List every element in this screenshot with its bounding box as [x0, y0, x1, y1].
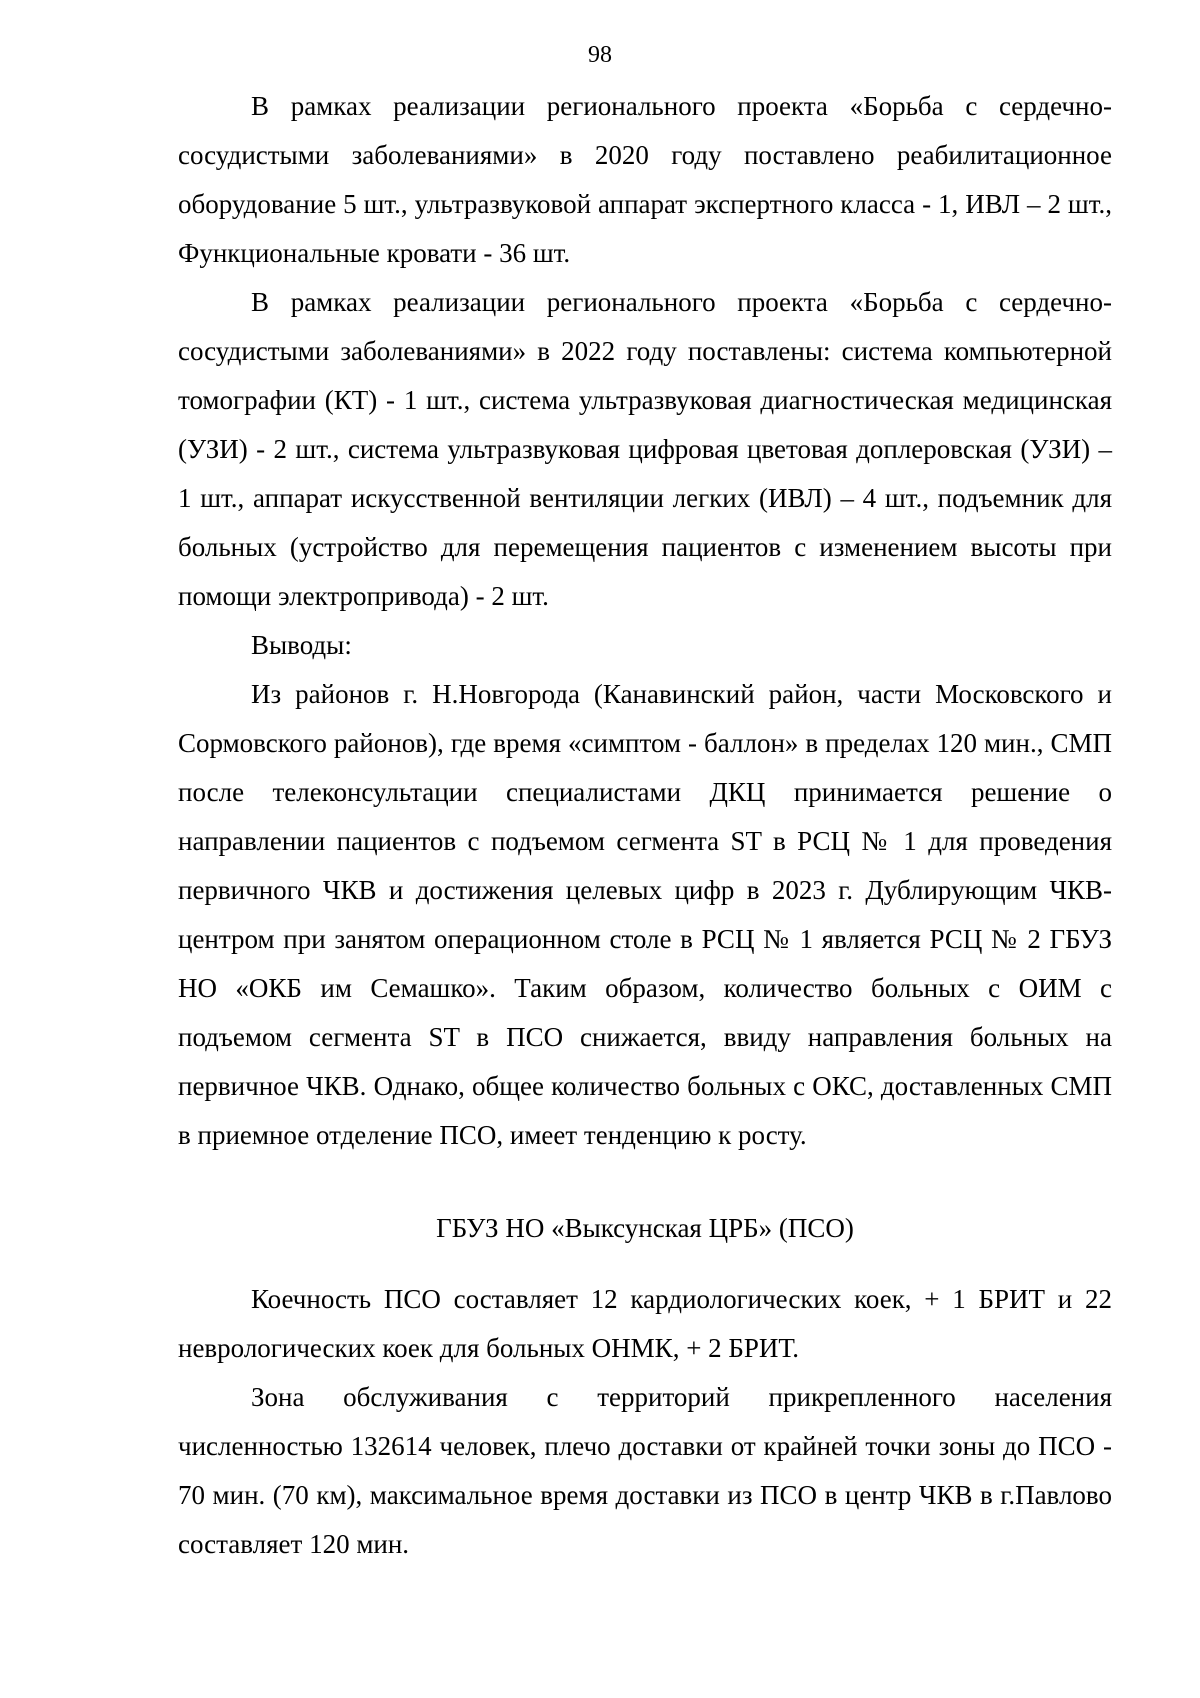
paragraph-equipment-2020: В рамках реализации регионального проекта «Борьба с сердечно-сосудистыми заболеваниями» в 2020 году поставлено реабилитационное оборудование 5 шт., ультразвуковой аппарат экспертного класса - 1, ИВЛ – 2 шт., Функциональные кровати - 36 шт. [178, 91, 1112, 268]
paragraph-equipment-2022: В рамках реализации регионального проекта «Борьба с сердечно-сосудистыми заболеваниями» в 2022 году поставлены: система компьютерной томографии (КТ) - 1 шт., система ультразвуковая диагностическая медицинская (УЗИ) - 2 шт., система ультразвуковая цифровая цветовая доплеровская (УЗИ) – 1 шт., аппарат искусственной вентиляции легких (ИВЛ) – 4 шт., подъемник для больных (устройство для перемещения пациентов с изменением высоты при помощи электропривода) - 2 шт. [178, 287, 1112, 611]
paragraph-conclusions: Из районов г. Н.Новгорода (Канавинский район, части Московского и Сормовского районов), где время «симптом - баллон» в пределах 120 мин., СМП после телеконсультации специалистами ДКЦ принимается решение о направлении пациентов с подъемом сегмента ST в РСЦ № 1 для проведения первичного ЧКВ и достижения целевых цифр в 2023 г. Дублирующим ЧКВ-центром при занятом операционном столе в РСЦ № 1 является РСЦ № 2 ГБУЗ НО «ОКБ им Семашко». Таким образом, количество больных с ОИМ с подъемом сегмента ST в ПСО снижается, ввиду направления больных на первичное ЧКВ. Однако, общее количество больных с ОКС, доставленных СМП в приемное отделение ПСО, имеет тенденцию к росту. [178, 679, 1112, 1150]
conclusions-label: Выводы: [251, 630, 352, 660]
page-number: 98 [588, 42, 612, 68]
document-body [178, 82, 1112, 1569]
paragraph-bed-capacity: Коечность ПСО составляет 12 кардиологических коек, + 1 БРИТ и 22 неврологических коек для больных ОНМК, + 2 БРИТ. [178, 1284, 1112, 1363]
paragraph-service-zone: Зона обслуживания с территорий прикрепленного населения численностью 132614 человек, плечо доставки от крайней точки зоны до ПСО - 70 мин. (70 км), максимальное время доставки из ПСО в центр ЧКВ в г.Павлово составляет 120 мин. [178, 1382, 1112, 1559]
section-heading: ГБУЗ НО «Выксунская ЦРБ» (ПСО) [436, 1213, 854, 1243]
